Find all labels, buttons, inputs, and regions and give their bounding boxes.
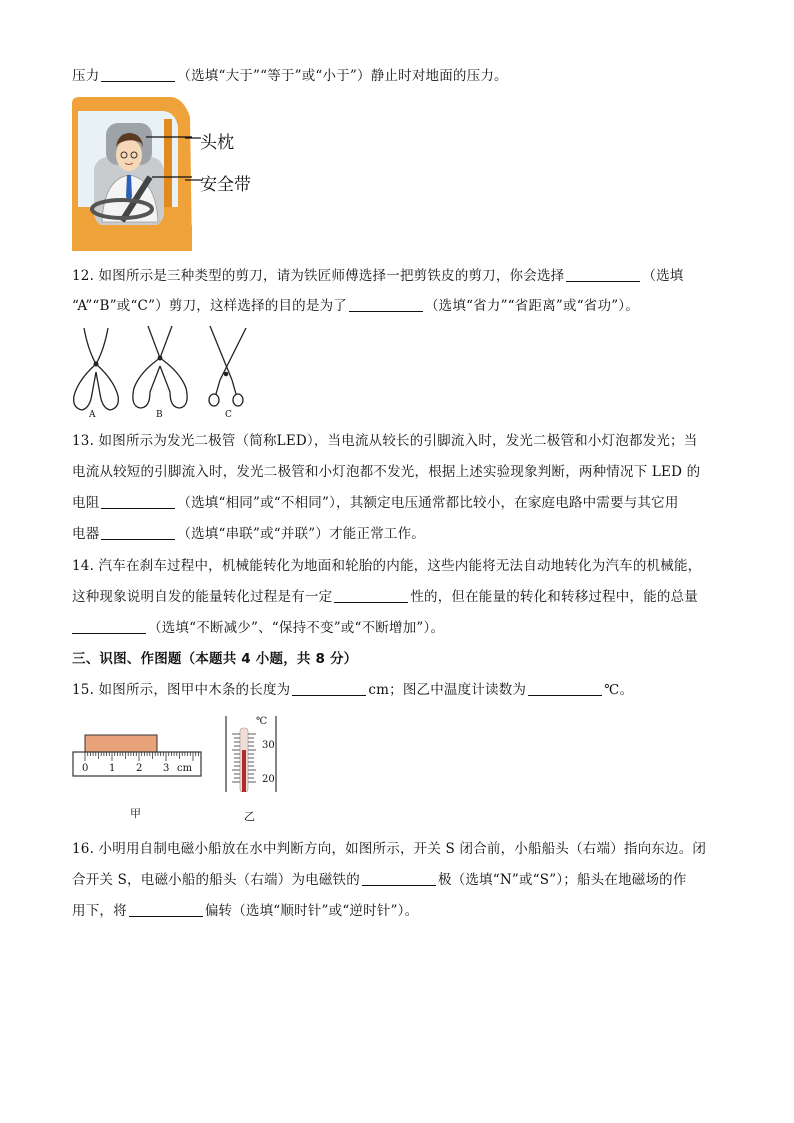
q16-text-b: 极（选填“N”或“S”）；船头在地磁场的作	[437, 872, 687, 888]
label-c: C	[225, 410, 232, 420]
label-b: B	[156, 410, 163, 420]
q12-text-a: 12. 如图所示是三种类型的剪刀，请为铁匠师傅选择一把剪铁皮的剪刀，你会选择	[72, 268, 565, 284]
q13-blank-2[interactable]	[101, 525, 175, 540]
q15-text-a: 15. 如图所示，图甲中木条的长度为	[72, 682, 291, 698]
q15-text-c: ℃。	[604, 682, 634, 698]
q14-text-b: 性的，但在能量的转化和转移过程中，能的总量	[410, 589, 699, 605]
ruler-tick-2: 2	[136, 763, 143, 774]
q11-text-a: 压力	[72, 68, 100, 84]
q13-blank-1[interactable]	[101, 494, 175, 509]
q14-text-c: （选填“不断减少”、“保持不变”或“不断增加”）。	[148, 620, 445, 636]
q12-line-2	[72, 296, 639, 316]
callout-lines	[185, 130, 201, 190]
thermo-unit: ℃	[256, 716, 268, 727]
q14-line-1: 14. 汽车在刹车过程中，机械能转化为地面和轮胎的内能，这些内能将无法自动地转化为汽车的机械能，	[72, 558, 702, 574]
q16-text-c: 用下，将	[72, 903, 127, 919]
q16-text-a: 合开关 S，电磁小船的船头（右端）为电磁铁的	[72, 872, 360, 888]
ruler-unit: cm	[177, 763, 193, 774]
caption-yi: 乙	[244, 810, 255, 823]
q14-blank-1[interactable]	[334, 588, 408, 603]
label-a: A	[89, 410, 96, 420]
thermo-tick-20: 20	[262, 774, 275, 785]
q15-line-1	[72, 680, 633, 700]
q16-line-1: 16. 小明用自制电磁小船放在水中判断方向，如图所示，开关 S 闭合前，小船船头（右端）指向东边。闭	[72, 841, 707, 857]
q12-text-d: （选填“省力”“省距离”或“省功”）。	[424, 298, 639, 314]
seatbelt-label: 安全带	[200, 175, 251, 195]
scissors-b-icon	[133, 326, 187, 408]
headrest-label: 头枕	[200, 133, 234, 153]
q11-line-1	[72, 66, 508, 86]
driver-figure	[72, 97, 192, 251]
caption-jia: 甲	[130, 807, 141, 820]
scissors-a-icon	[74, 328, 119, 410]
q13-line-3	[72, 493, 679, 513]
q15-text-b: cm；图乙中温度计读数为	[368, 682, 527, 698]
scissors-figure	[70, 322, 255, 422]
q14-blank-2[interactable]	[72, 619, 146, 634]
q13-text-b: （选填“相同”或“不相同”），其额定电压通常都比较小，在家庭电路中需要与其它用	[177, 495, 679, 511]
q15-blank-1[interactable]	[292, 681, 366, 696]
q16-line-2	[72, 870, 687, 890]
q14-text-a: 这种现象说明自发的能量转化过程是有一定	[72, 589, 333, 605]
q12-blank-2[interactable]	[349, 297, 423, 312]
scissors-c-icon	[209, 326, 246, 406]
q14-line-2	[72, 587, 698, 607]
q15-blank-2[interactable]	[528, 681, 602, 696]
q16-text-d: 偏转（选填“顺时针”或“逆时针”）。	[204, 903, 419, 919]
q12-text-b: （选填	[642, 268, 684, 284]
q13-text-c: 电器	[72, 526, 100, 542]
q14-line-3	[72, 618, 444, 638]
q11-text-b: （选填“大于”“等于”或“小于”）静止时对地面的压力。	[177, 68, 508, 84]
q16-blank-1[interactable]	[362, 871, 436, 886]
q16-line-3	[72, 901, 418, 921]
q13-line-2: 电流从较短的引脚流入时，发光二极管和小灯泡都不发光，根据上述实验现象判断，两种情况下 LED 的	[72, 464, 701, 480]
q13-line-4	[72, 524, 425, 544]
q12-line-1	[72, 266, 683, 286]
ruler-tick-1: 1	[109, 763, 116, 774]
q12-blank-1[interactable]	[566, 267, 640, 282]
q13-text-d: （选填“串联”或“并联”）才能正常工作。	[177, 526, 426, 542]
q13-line-1: 13. 如图所示为发光二极管（简称LED），当电流从较长的引脚流入时，发光二极管和小灯泡都发光；当	[72, 433, 698, 449]
q16-blank-2[interactable]	[129, 902, 203, 917]
section-heading: 三、识图、作图题（本题共 4 小题，共 8 分）	[72, 651, 358, 667]
thermo-tick-30: 30	[262, 740, 275, 751]
ruler-tick-3: 3	[163, 763, 170, 774]
q11-blank[interactable]	[101, 67, 175, 82]
q12-text-c: “A”“B”或“C”）剪刀，这样选择的目的是为了	[72, 298, 347, 314]
ruler-tick-0: 0	[82, 763, 89, 774]
q13-text-a: 电阻	[72, 495, 100, 511]
